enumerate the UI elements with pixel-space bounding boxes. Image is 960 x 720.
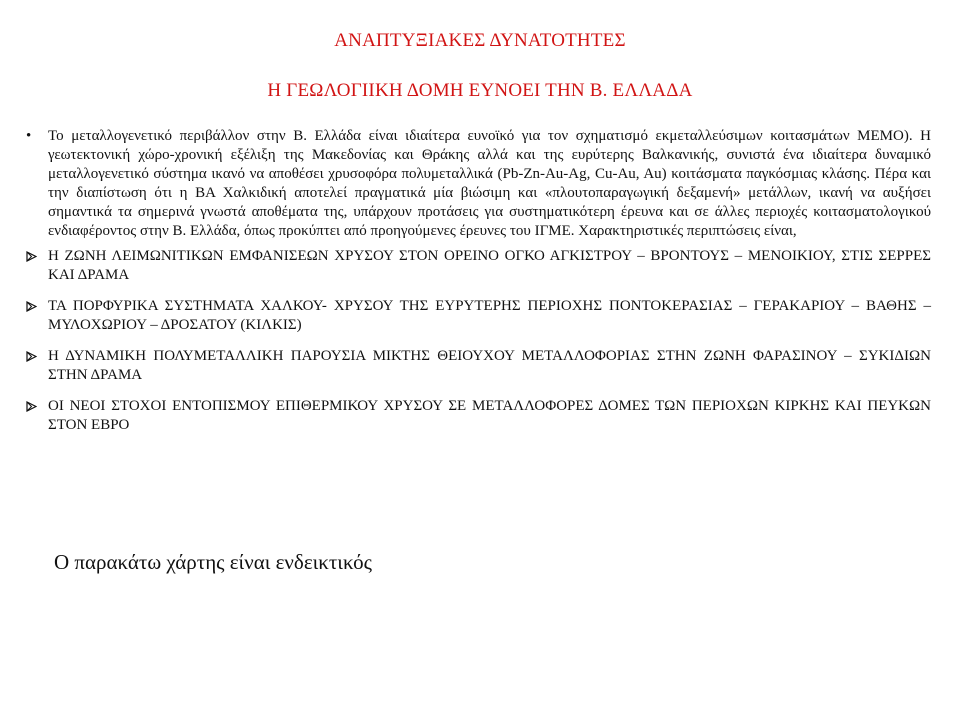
round-bullet-icon: • [26,128,32,144]
list-item-text: Η ΖΩΝΗ ΛΕΙΜΩΝΙΤΙΚΩΝ ΕΜΦΑΝΙΣΕΩΝ ΧΡΥΣΟΥ ΣΤΟΝ ΟΡΕΙΝΟ ΟΓΚΟ ΑΓΚΙΣΤΡΟΥ – ΒΡΟΝΤΟΥΣ – ΜΕΝΟΙΚΙΟΥ, ΣΤΙΣ ΣΕΡΡΕΣ ΚΑΙ ΔΡΑΜΑ [48,248,931,283]
list-item [26,397,931,435]
list-item-text: Η ΔΥΝΑΜΙΚΗ ΠΟΛΥΜΕΤΑΛΛΙΚΗ ΠΑΡΟΥΣΙΑ ΜΙΚΤΗΣ ΘΕΙΟΥΧΟΥ ΜΕΤΑΛΛΟΦΟΡΙΑΣ ΣΤΗΝ ΖΩΝΗ ΦΑΡΑΣΙΝΟΥ – ΣΥΚΙΔΙΩΝ ΣΤΗΝ ΔΡΑΜΑ [48,348,931,383]
list-item [26,247,931,285]
intro-text: Το μεταλλογενετικό περιβάλλον στην Β. Ελλάδα είναι ιδιαίτερα ευνοϊκό για τον σχηματισμό εκμεταλλεύσιμων κοιτασμάτων ΜΕΜΟ). Η γεωτεκτονική χώρο-χρονική εξέλιξη της Μακεδονίας και Θράκης αλλά και της ευρύτερης Βαλκανικής, συνιστά ένα ιδιαίτερα δυναμικό μεταλλογενετικό σύστημα ικανό να αποθέσει χρυσοφόρα πολυμεταλλικά (Pb-Zn-Au-Ag, Cu-Au, Au) κοιτάσματα παγκόσμιας κλάσης. Πέρα και την διαπίστωση ότι η ΒΑ Χαλκιδική αποτελεί πραγματικά μία βιώσιμη και «πλουτοπαραγωγική δεξαμενή» μετάλλων, ικανή να αυξήσει σημαντικά τα σημερινά γνωστά αποθέματα της, υπάρχουν προτάσεις για συστηματικότερη έρευνα και σε άλλες περιοχές κοιτασματολογικού ενδιαφέροντος στην Β. Ελλάδα, όπως προκύπτει από προηγούμενες έρευνες του ΙΓΜΕ. Χαρακτηριστικές περιπτώσεις είναι, [48,128,931,239]
list-item-text: ΟΙ ΝΕΟΙ ΣΤΟΧΟΙ ΕΝΤΟΠΙΣΜΟΥ ΕΠΙΘΕΡΜΙΚΟΥ ΧΡΥΣΟΥ ΣΕ ΜΕΤΑΛΛΟΦΟΡΕΣ ΔΟΜΕΣ ΤΩΝ ΠΕΡΙΟΧΩΝ ΚΙΡΚΗΣ ΚΑΙ ΠΕΥΚΩΝ ΣΤΟΝ ΕΒΡΟ [48,398,931,433]
map-note: Ο παρακάτω χάρτης είναι ενδεικτικός [54,550,372,574]
slide-content [26,127,931,435]
arrow-bullet-icon [26,247,48,262]
list-item-text: ΤΑ ΠΟΡΦΥΡΙΚΑ ΣΥΣΤΗΜΑΤΑ ΧΑΛΚΟΥ- ΧΡΥΣΟΥ ΤΗΣ ΕΥΡΥΤΕΡΗΣ ΠΕΡΙΟΧΗΣ ΠΟΝΤΟΚΕΡΑΣΙΑΣ – ΓΕΡΑΚΑΡΙΟΥ – ΒΑΘΗΣ – ΜΥΛΟΧΩΡΙΟΥ – ΔΡΟΣΑΤΟΥ (ΚΙΛΚΙΣ) [48,298,931,333]
arrow-bullet-icon [26,297,48,312]
intro-paragraph [26,127,931,241]
arrow-bullet-icon [26,397,48,412]
slide-subtitle: Η ΓΕΩΛΟΓΙΙΚΗ ΔΟΜΗ ΕΥΝΟΕΙ ΤΗΝ Β. ΕΛΛΑΔΑ [267,80,693,101]
list-item [26,347,931,385]
arrow-bullet-icon [26,347,48,362]
list-item [26,297,931,335]
slide-title: ΑΝΑΠΤΥΞΙΑΚΕΣ ΔΥΝΑΤΟΤΗΤΕΣ [334,30,626,51]
